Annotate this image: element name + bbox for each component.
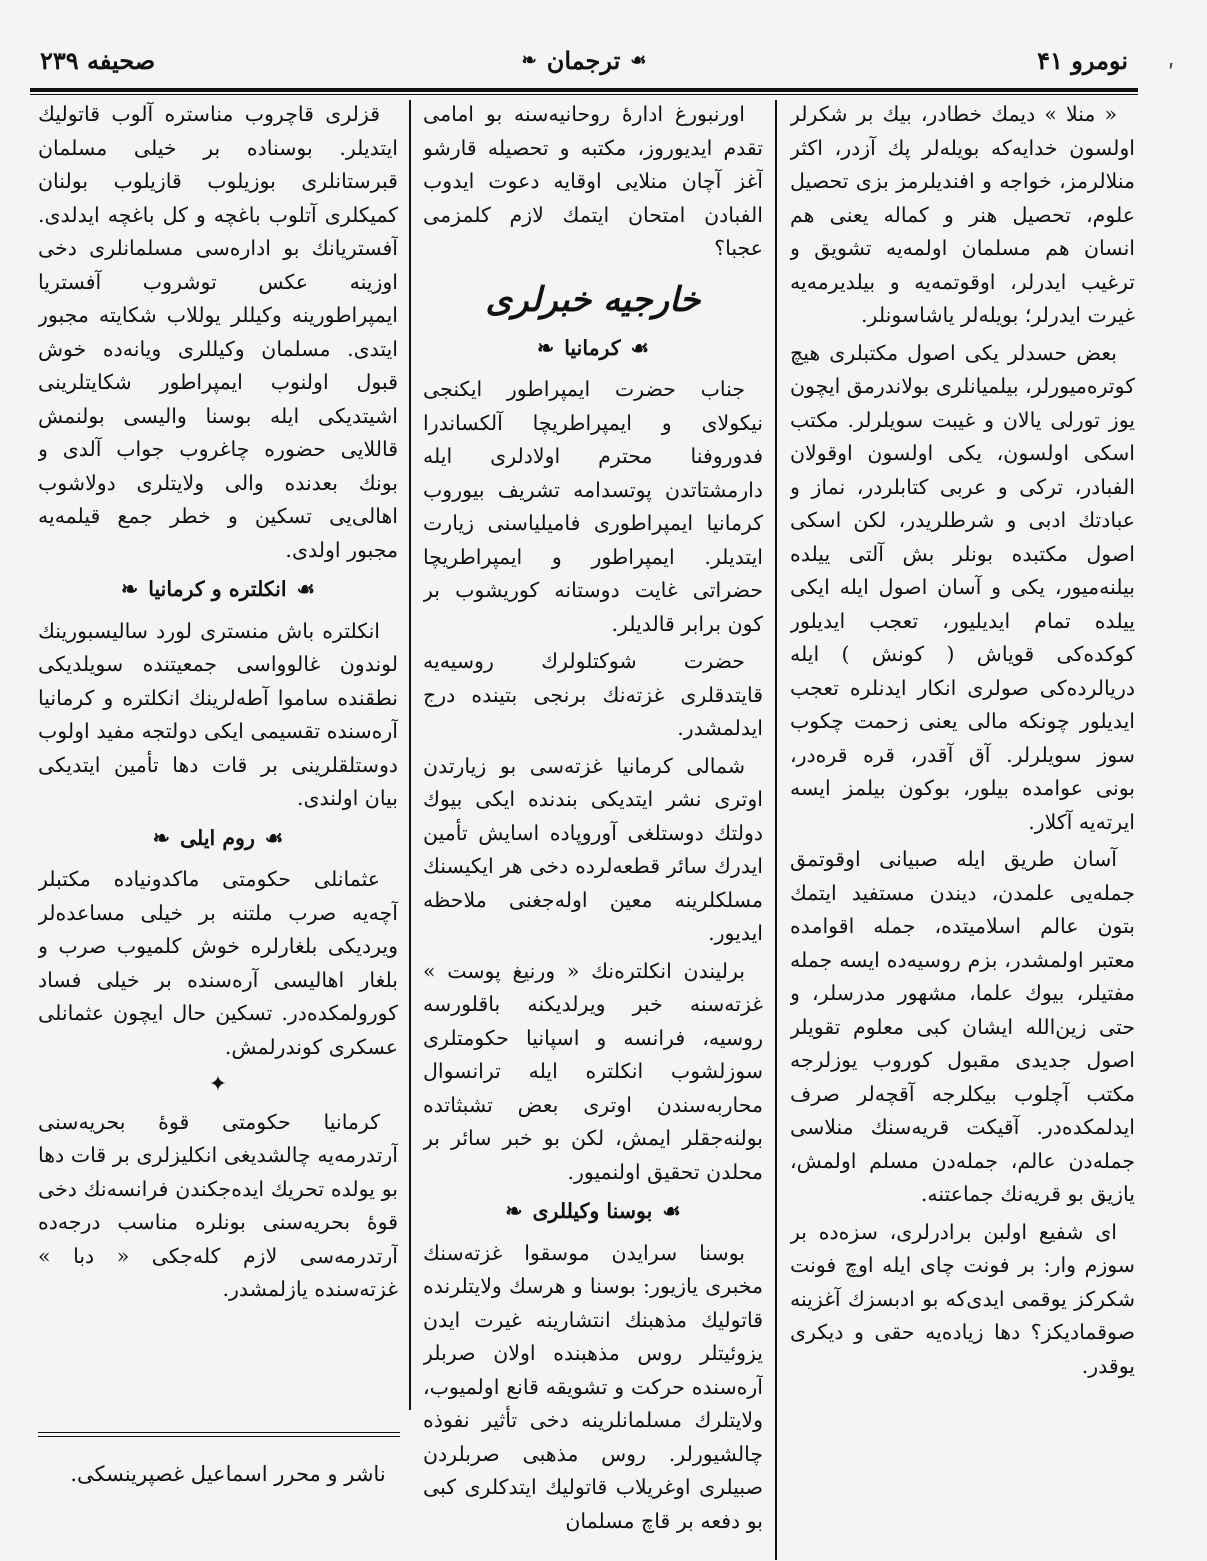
column-left bbox=[38, 98, 398, 1410]
subheading bbox=[38, 822, 398, 856]
paragraph: ای شفیع اولبن برادرلری، سزه‌ده بر سوزم وار: بر فونت چای ایله اوچ فونت شكركز یوقمی ایدی‌كه بو ادبسزك آغزینه صوقمادیكز؟ دها زیاده‌یه حقی و دیكری یوقدر. bbox=[790, 1219, 1135, 1378]
paragraph: برلیندن انكلتره‌نك « ورنیغ پوست » غزته‌سنه خبر ویرلدیكنه باقلورسه روسیه، فرانسه و اسپانیا حكومتلری سوزلشوب انكلتره ایله ترانسوال محاربه‌سندن اوتری بعض تشبثاتده بولنه‌جقلر ایمش، لكن بو خبر سائر بر محلدن تحقیق اولنمیور. bbox=[423, 958, 763, 1184]
subheading bbox=[38, 573, 398, 607]
header-rule-thin bbox=[30, 94, 1138, 95]
newspaper-title-text: ترجمان bbox=[546, 46, 621, 75]
ornament-icon: ❧ bbox=[537, 335, 555, 360]
paragraph: اورنبورغ ادارهٔ روحانیه‌سنه بو امامی تقدم ایدیوروز، مكتبه و تحصیله قارشو آغز آچان منلایی اوقایه دعوت ایدوب الفبادن امتحان ایتمك لازم كلمزمی عجبا؟ bbox=[423, 102, 763, 260]
footer-rule bbox=[38, 1432, 400, 1433]
column-middle bbox=[423, 98, 763, 1560]
ornament-icon: ☙ bbox=[296, 577, 315, 601]
paragraph: « منلا » دیمك خطادر، بیك بر شكرلر اولسون خدایه‌كه بویله‌لر پك آزدر، اكثر منلالرمز، خواجه و افندیلرمز بزی تحصیل علوم، تحصیل هنر و كماله یعنی هم انسان هم مسلمان اولمه‌یه تشویق و ترغیب ایدرلر، اوقوتمه‌یه و بیلدیرمه‌یه غیرت ایدرلر؛ بویله‌لر یاشاسونلر. bbox=[790, 102, 1135, 327]
left-ornament-icon: ❧ bbox=[521, 50, 537, 71]
page-header bbox=[30, 40, 1138, 88]
ornament-icon: ❧ bbox=[121, 577, 139, 601]
ornament-icon: ☙ bbox=[630, 335, 650, 360]
subheading bbox=[423, 1195, 763, 1229]
margin-mark-icon: ʹ bbox=[1168, 62, 1175, 87]
paragraph: كرمانیا حكومتی قوهٔ بحریه‌سنی آرتدرمه‌یه چالشدیغی انكلیزلری بر قات دها بو یولده تحریك ایده‌جكندن فرانسه‌نك دخی قوهٔ بحریه‌سنی بونلره مناسب درجه‌ده آرتدرمه‌سی لازم كله‌جكی « دبا » غزته‌سنده یازلمشدر. bbox=[38, 1109, 398, 1301]
paragraph: انكلتره باش منستری لورد سالیسبورینك لوندون غالوواسی جمعیتنده سویلدیكی نطقنده ساموا آطه‌لرینك انكلتره و كرمانیا آره‌سنده تقسیمی ایكی دولتجه مفید اولوب دوستلقلرینی بر قات دها تأمین ایتدیكی بیان اولندی. bbox=[38, 618, 398, 810]
publisher-line: ناشر و محرر اسماعیل غصپرینسکی. bbox=[70, 1462, 386, 1486]
subheading-text: انكلتره و كرمانیا bbox=[148, 577, 287, 601]
issue-number: نومرو ۴۱ bbox=[1037, 46, 1128, 75]
subheading-text: كرمانیا bbox=[564, 335, 621, 360]
page-number: صحیفه ۲۳۹ bbox=[40, 46, 156, 75]
paragraph: شمالی كرمانیا غزته‌سی بو زیارتدن اوتری نشر ایتدیكی بندنده ایكی بیوك دولتك دوستلغی آوروپاده اسایش تأمین ایدرك سائر قطعه‌لرده دخی هر ایكیسنك مسلكلرینه معین اوله‌جغنی ملاحظه ایدیور. bbox=[423, 753, 763, 945]
paragraph: قزلری قاچروب مناستره آلوب قاتولیك ایتدیلر. بوسناده بر خیلی مسلمان قبرستانلری بوزیلوب قازیلوب بولنان كمیكلری آتلوب باغچه و كل باغچه ایدلدی. آفستریانك بو اداره‌سی مسلمانلری دخی اوزینه عكس توشروب آفستریا ایمپراطورینه وكیللر یوللاب شكایته مجبور ایتدی. مسلمان وكیللری ویانه‌ده خوش قبول اولنوب ایمپراطور شكایتلرینی اشیتدیكی ایله بوسنا والیسی بولنمش قاللایی حضوره چاغروب جواب آلدی و بونك بعدنده والی ولایتلری دولاشوب اهالی‌یی تسكین و خطر جمع قیلمه‌یه مجبور اولدی. bbox=[38, 102, 398, 562]
subheading-text: بوسنا وكیللری bbox=[532, 1199, 653, 1223]
header-rule bbox=[30, 88, 1138, 92]
newspaper-title bbox=[522, 46, 647, 75]
ornament-icon: ❧ bbox=[152, 825, 170, 850]
paragraph: عثمانلی حكومتی ماكدونیاده مكتبلر آچه‌یه صرب ملتنه بر خیلی مساعده‌لر ویردیكی بلغارلره خوش كلمیوب صرب و بلغار اهالیسی آره‌سنده بر خیلی فساد كورولمكده‌در. تسكین حال ایچون عثمانلی عسكری كوندرلمش. bbox=[38, 867, 398, 1059]
section-title: خارجیه خبرلری bbox=[485, 279, 701, 320]
paragraph: بعض حسدلر یكی اصول مكتبلری هیچ كوتره‌میورلر، بیلمیانلری بولاندرمق ایچون یوز تورلی یالان و غیبت سویلرلر. مكتب اسكی اولسون، یكی اولسون اوقولان الفبادر، تركی و عربی كتابلردر، نماز و عبادتك ادبی و شرطلریدر، لكن اسكی اصول مكتبده بونلر بش آلتی ییلده بیلنه‌میور، یكی و آسان اصول ایله ایكی ییلده تمام ایدیلیور، تعجب ایدیلور كوكده‌كی قویاش ( كونش ) ایله دریالرده‌كی صولری انكار ایدنلره تعجب ایدیلور چونكه مالی یعنی زحمت چكوب سوز سویلرلر. آق آقدر، قره قره‌در، بونی عوامده بیلور، بوكون بیلمز ایسه ایرته‌یه آكلار. bbox=[790, 340, 1135, 834]
ornament-icon: ☙ bbox=[662, 1199, 681, 1223]
star-separator-icon: ✦ bbox=[208, 1072, 228, 1097]
paragraph: جناب حضرت ایمپراطور ایكنجی نیكولای و ایمپراطریچا آلكساندرا فدوروفنا محترم اولادلری ایله دارمشتاتدن پوتسدامه تشریف بیوروب كرمانیا ایمپراطوری فامیلیاسنی زیارت ایتدیلر. ایمپراطور و ایمپراطریچا حضراتی غایت دوستانه كوریشوب بر كون برابر قالدیلر. bbox=[423, 377, 763, 636]
ornament-icon: ☙ bbox=[264, 825, 284, 850]
subheading-text: روم ایلی bbox=[179, 825, 255, 850]
paragraph: آسان طریق ایله صبیانی اوقوتمق جمله‌یی علمدن، دیندن مستفید ایتمك بتون عالم اسلامیتده، جمله اقوامده معتبر اولمشدر، بزم روسیه‌ده ایسه جمله مفتیلر، بیوك علما، مشهور مدرسلر، و حتی زین‌الله ایشان كبی معلوم تقویلر اصول جدیدی مقبول كوروب یوزلرجه مكتب آچلوب بیكلرجه آقچه‌لر صرف ایدلمكده‌در. آقیكت قریه‌سنك منلاسی جمله‌دن عالم، جمله‌دن مسلم اولمش، یازیق بو قریه‌نك جماعتنه. bbox=[790, 847, 1135, 1206]
footer-rule-2 bbox=[38, 1436, 400, 1437]
right-ornament-icon: ☙ bbox=[630, 50, 647, 71]
column-divider-right bbox=[775, 100, 777, 1560]
ornament-icon: ❧ bbox=[505, 1199, 523, 1223]
column-right bbox=[790, 98, 1135, 1410]
column-divider-left bbox=[409, 100, 411, 1410]
paragraph: بوسنا سرایدن موسقوا غزته‌سنك مخبری یازیور: بوسنا و هرسك ولایتلرنده قاتولیك مذهبنك انتشارینه غیرت ایدن یزوئیتلر روس مذهبنده اولان صربلر آره‌سنده حركت و تشویقه قانع اولمیوب، ولایتلرك مسلمانلرینه دخی تأثیر نفوذه چالشیورلر. روس مذهبی صربلردن صبیلری اوغریلاب قاتولیك ایتدكلری كبی بو دفعه بر قاچ مسلمان bbox=[423, 1240, 763, 1533]
subheading bbox=[423, 332, 763, 366]
paragraph: حضرت شوكتلولرك روسیه‌یه قایتدقلری غزته‌نك برنجی بتینده درج ایدلمشدر. bbox=[423, 649, 763, 740]
